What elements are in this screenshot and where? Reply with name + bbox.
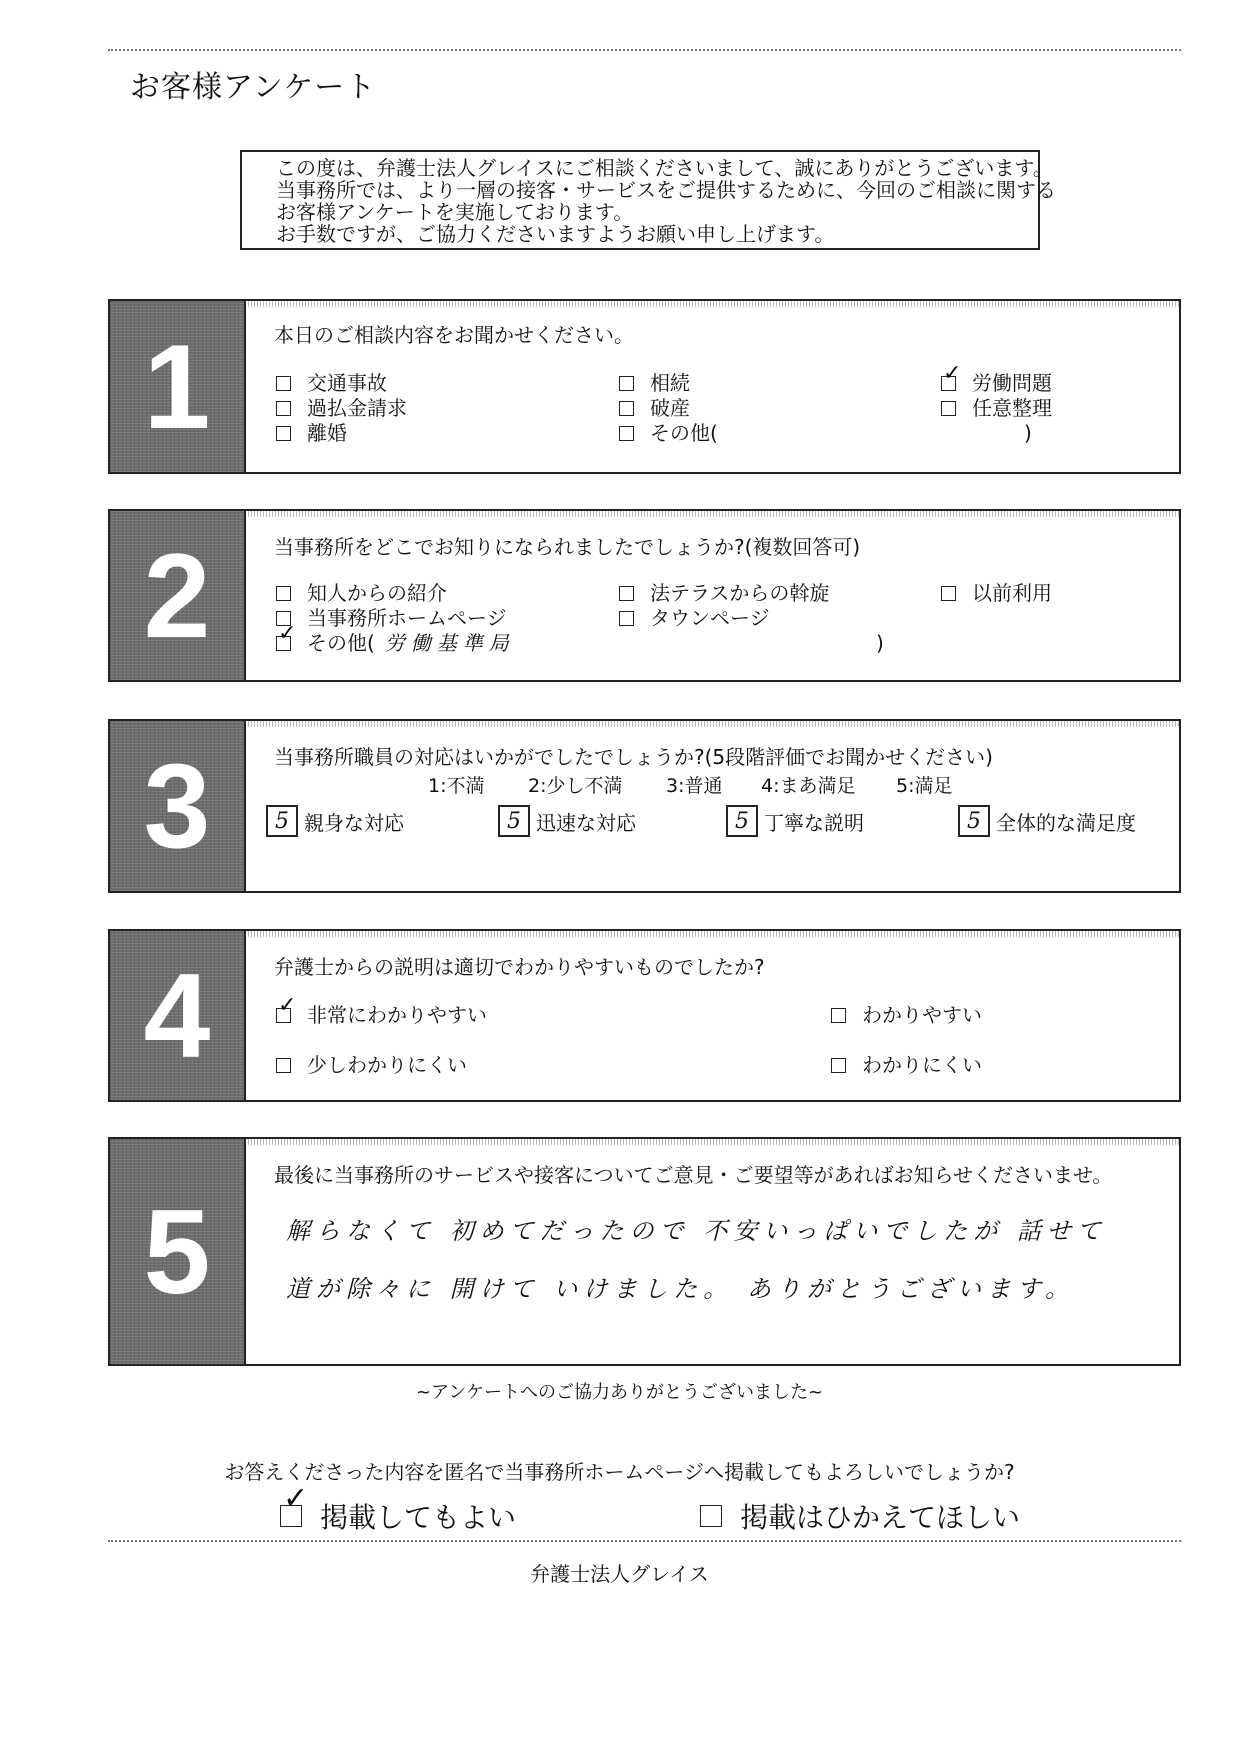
checkbox-checked[interactable] (941, 360, 962, 391)
checkbox[interactable] (619, 401, 634, 416)
comment-line: 解らなくて 初めてだったので 不安いっぱいでしたが 話せて (286, 1217, 1107, 1245)
option-label: わかりにくい (862, 1053, 982, 1077)
section-number: 1 (110, 301, 244, 472)
publish-option-allow[interactable] (280, 1481, 517, 1536)
checkbox[interactable] (831, 1058, 846, 1073)
option-label: その他( (307, 631, 375, 655)
option-label: 掲載はひかえてほしい (740, 1501, 1021, 1534)
question-text: 当事務所をどこでお知りになられましたでしょうか?(複数回答可) (274, 535, 861, 559)
section-1 (108, 299, 1181, 474)
rating-speed[interactable] (498, 805, 636, 837)
other-handwritten-answer: 労働基準局 (384, 631, 515, 655)
rating-explanation[interactable] (726, 805, 864, 837)
option-houterasu[interactable] (619, 581, 829, 605)
question-text: 最後に当事務所のサービスや接客についてご意見・ご要望等があればお知らせくださいませ。 (274, 1163, 1113, 1187)
section-3 (108, 719, 1181, 893)
footer-firm-name: 弁護士法人グレイス (530, 1562, 709, 1586)
checkbox[interactable] (619, 611, 634, 626)
option-label: わかりやすい (862, 1003, 982, 1027)
option-label: 知人からの紹介 (307, 581, 447, 605)
option-label: 交通事故 (307, 371, 387, 395)
option-label: 労働問題 (972, 371, 1052, 395)
option-inheritance[interactable] (619, 371, 690, 395)
option-referral[interactable] (276, 581, 447, 605)
option-label: 以前利用 (972, 581, 1052, 605)
checkbox-checked[interactable] (280, 1481, 309, 1527)
thanks-message: ~アンケートへのご協力ありがとうございました~ (415, 1382, 824, 1403)
bottom-divider (108, 1540, 1181, 1542)
section-content (244, 301, 1179, 472)
scale-4: 4:まあ満足 (761, 775, 856, 797)
question-text: 本日のご相談内容をお聞かせください。 (274, 323, 634, 347)
section-content (244, 721, 1179, 891)
option-slightly-unclear[interactable] (276, 1053, 467, 1077)
rating-attentiveness[interactable] (266, 805, 404, 837)
rating-label: 迅速な対応 (536, 810, 636, 835)
option-very-clear[interactable] (276, 992, 487, 1027)
section-number: 5 (110, 1139, 244, 1364)
option-unclear[interactable] (831, 1053, 982, 1077)
option-previous-use[interactable] (941, 581, 1052, 605)
checkbox[interactable] (619, 586, 634, 601)
option-traffic-accident[interactable] (276, 371, 387, 395)
option-label: 任意整理 (972, 396, 1052, 420)
option-other[interactable] (619, 421, 718, 445)
checkbox[interactable] (276, 401, 291, 416)
check-mark-icon: ✓ (283, 1481, 309, 1516)
scale-1: 1:不満 (428, 775, 485, 797)
option-label: 掲載してもよい (320, 1501, 517, 1534)
rating-value-box[interactable]: 5 (958, 805, 990, 837)
checkbox-checked[interactable] (276, 992, 297, 1023)
option-label: タウンページ (650, 606, 770, 630)
rating-value-box[interactable]: 5 (266, 805, 298, 837)
page-title: お客様アンケート (130, 70, 377, 105)
option-label: 相続 (650, 371, 690, 395)
rating-overall[interactable] (958, 805, 1136, 837)
intro-line: 当事務所では、より一層の接客・サービスをご提供するために、今回のご相談に関する (276, 178, 1056, 202)
section-content (244, 1139, 1179, 1364)
checkbox[interactable] (619, 376, 634, 391)
option-homepage[interactable] (276, 606, 507, 630)
option-debt-consolidation[interactable] (941, 396, 1052, 420)
option-labor[interactable] (941, 360, 1052, 395)
checkbox[interactable] (941, 586, 956, 601)
section-number: 2 (110, 511, 244, 680)
option-label: 過払金請求 (307, 396, 407, 420)
option-other-close: ) (876, 631, 884, 655)
checkbox[interactable] (276, 376, 291, 391)
rating-label: 丁寧な説明 (764, 810, 864, 835)
option-clear[interactable] (831, 1003, 982, 1027)
option-label: 少しわかりにくい (307, 1053, 467, 1077)
check-mark-icon: ✓ (943, 360, 962, 386)
intro-line: この度は、弁護士法人グレイスにご相談くださいまして、誠にありがとうございます。 (276, 156, 1053, 180)
option-other-close: ) (1024, 421, 1032, 445)
checkbox[interactable] (941, 401, 956, 416)
checkbox[interactable] (276, 426, 291, 441)
rating-label: 全体的な満足度 (996, 810, 1136, 835)
intro-line: お客様アンケートを実施しております。 (276, 200, 634, 224)
rating-value-box[interactable]: 5 (726, 805, 758, 837)
checkbox[interactable] (619, 426, 634, 441)
section-2 (108, 509, 1181, 682)
option-label: 当事務所ホームページ (307, 606, 507, 630)
section-number: 3 (110, 721, 244, 891)
intro-line: お手数ですが、ご協力くださいますようお願い申し上げます。 (276, 222, 835, 246)
intro-box (240, 150, 1056, 250)
option-label: その他( (650, 421, 718, 445)
section-content (244, 511, 1179, 680)
section-content (244, 931, 1179, 1100)
scale-2: 2:少し不満 (528, 775, 623, 797)
scale-5: 5:満足 (896, 775, 953, 797)
option-townpage[interactable] (619, 606, 770, 630)
option-other[interactable] (276, 620, 515, 655)
option-label: 離婚 (307, 421, 347, 445)
option-label: 非常にわかりやすい (307, 1003, 487, 1027)
rating-label: 親身な対応 (304, 810, 404, 835)
check-mark-icon: ✓ (278, 992, 297, 1018)
top-divider (108, 49, 1181, 51)
checkbox[interactable] (276, 1058, 291, 1073)
publish-question: お答えくださった内容を匿名で当事務所ホームページへ掲載してもよろしいでしょうか? (224, 1460, 1015, 1484)
question-text: 弁護士からの説明は適切でわかりやすいものでしたか? (274, 955, 765, 979)
checkbox[interactable] (276, 586, 291, 601)
rating-value-box[interactable]: 5 (498, 805, 530, 837)
check-mark-icon: ✓ (278, 620, 297, 646)
option-label: 破産 (650, 396, 690, 420)
publish-option-decline[interactable] (700, 1496, 1020, 1536)
option-overpayment[interactable] (276, 396, 407, 420)
option-label: 法テラスからの斡旋 (650, 581, 830, 605)
option-divorce[interactable] (276, 421, 347, 445)
scale-3: 3:普通 (666, 775, 723, 797)
section-5 (108, 1137, 1181, 1366)
checkbox[interactable] (831, 1008, 846, 1023)
comment-line: 道が除々に 開けて いけました。 ありがとうございます。 (286, 1275, 1075, 1303)
question-text: 当事務所職員の対応はいかがでしたでしょうか?(5段階評価でお聞かせください) (274, 745, 993, 769)
section-number: 4 (110, 931, 244, 1100)
section-4 (108, 929, 1181, 1102)
checkbox[interactable] (700, 1505, 722, 1527)
checkbox-checked[interactable] (276, 620, 297, 651)
option-bankruptcy[interactable] (619, 396, 690, 420)
